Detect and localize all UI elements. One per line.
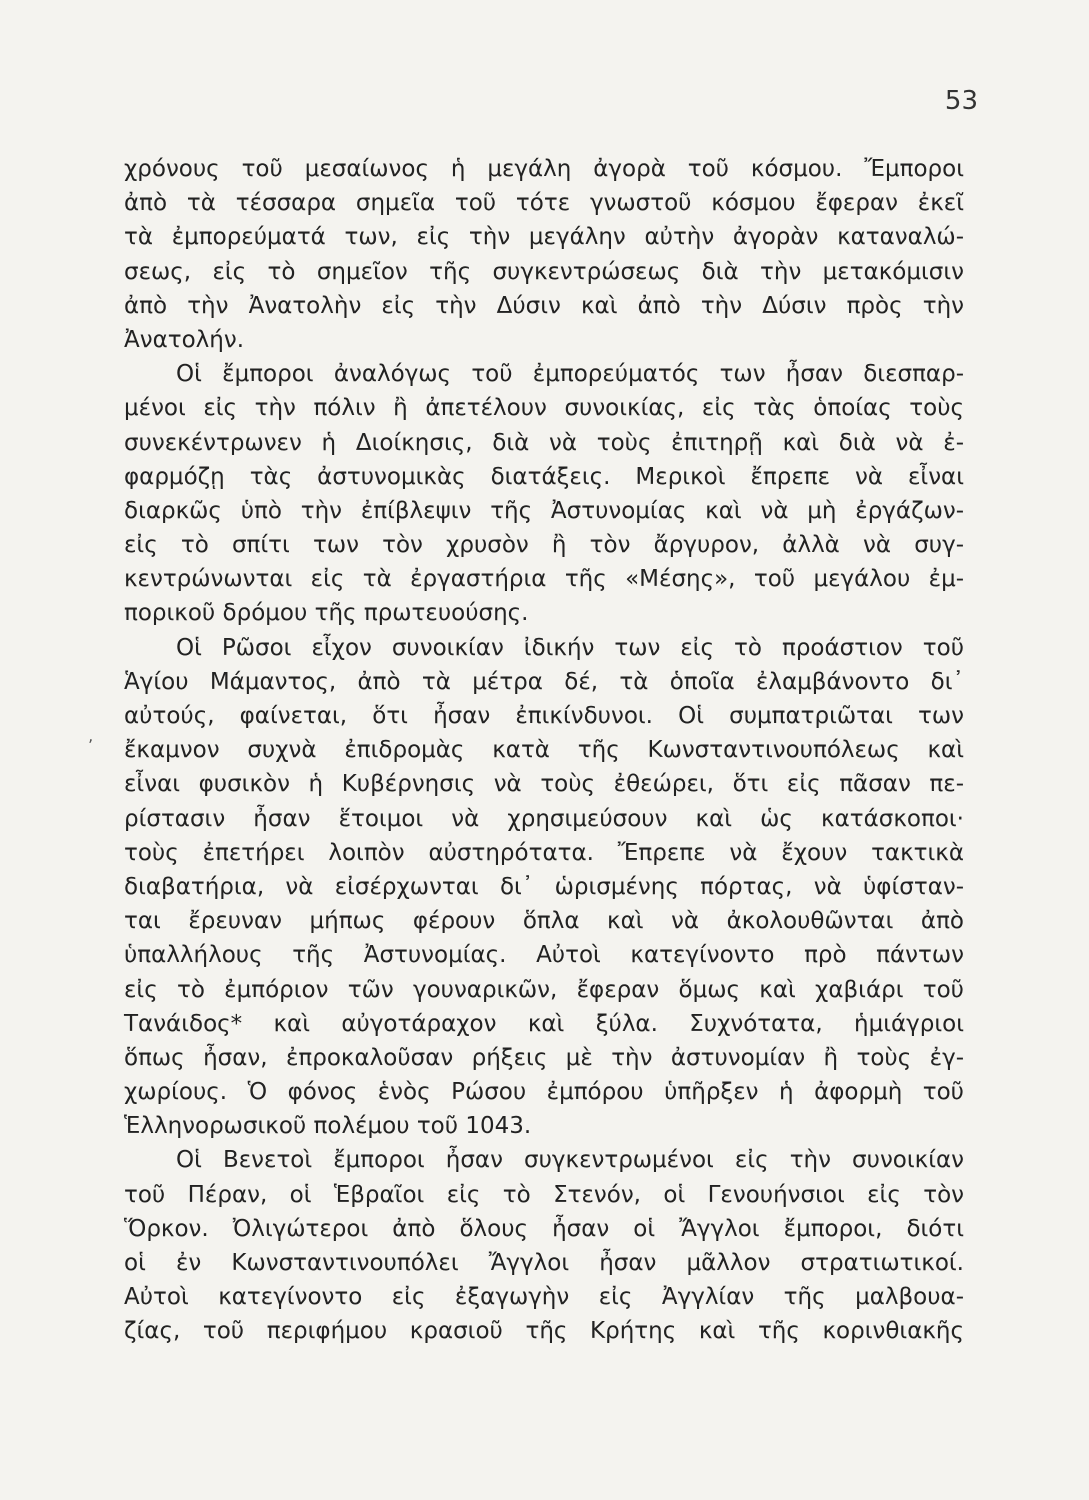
margin-mark: ʼ (88, 736, 94, 755)
text-line: τοὺς ἐπετήρει λοιπὸν αὐστηρότατα. Ἔπρεπε νὰ ἔχουν τακτικὰ (124, 839, 964, 866)
text-line: φαρμόζῃ τὰς ἀστυνομικὰς διατάξεις. Μερικοὶ ἔπρεπε νὰ εἶναι (124, 463, 964, 490)
text-line: εἰς τὸ σπίτι των τὸν χρυσὸν ἢ τὸν ἄργυρον, ἀλλὰ νὰ συγ- (124, 532, 964, 559)
text-line: ται ἔρευναν μήπως φέρουν ὅπλα καὶ νὰ ἀκολουθῶνται ἀπὸ (124, 908, 964, 935)
text-line: ζίας, τοῦ περιφήμου κρασιοῦ τῆς Κρήτης καὶ τῆς κορινθιακῆς (124, 1318, 964, 1345)
text-line: ἔκαμνον συχνὰ ἐπιδρομὰς κατὰ τῆς Κωνσταντινουπόλεως καὶ (124, 737, 964, 764)
text-line: ἀπὸ τὴν Ἀνατολὴν εἰς τὴν Δύσιν καὶ ἀπὸ τὴν Δύσιν πρὸς τὴν (124, 292, 964, 319)
text-line: ὅπως ἦσαν, ἐπροκαλοῦσαν ρήξεις μὲ τὴν ἀστυνομίαν ἢ τοὺς ἐγ- (124, 1044, 964, 1071)
text-line: Αὐτοὶ κατεγίνοντο εἰς ἐξαγωγὴν εἰς Ἀγγλίαν τῆς μαλβουα- (124, 1284, 964, 1311)
text-line: Ἀνατολήν. (124, 326, 245, 353)
text-line: τοῦ Πέραν, οἱ Ἑβραῖοι εἰς τὸ Στενόν, οἱ Γενουήνσιοι εἰς τὸν (124, 1181, 964, 1208)
text-line: εἶναι φυσικὸν ἡ Κυβέρνησις νὰ τοὺς ἐθεώρει, ὅτι εἰς πᾶσαν πε- (124, 771, 964, 798)
text-line: πορικοῦ δρόμου τῆς πρωτευούσης. (124, 600, 529, 627)
text-line: συνεκέντρωνεν ἡ Διοίκησις, διὰ νὰ τοὺς ἐπιτηρῇ καὶ διὰ νὰ ἐ- (124, 429, 964, 456)
paragraph-start-line: Οἱ ἔμποροι ἀναλόγως τοῦ ἐμπορεύματός των ἦσαν διεσπαρ- (176, 361, 964, 388)
text-line: ὑπαλλήλους τῆς Ἀστυνομίας. Αὐτοὶ κατεγίνοντο πρὸ πάντων (124, 942, 964, 969)
text-line: ρίστασιν ἦσαν ἕτοιμοι νὰ χρησιμεύσουν καὶ ὡς κατάσκοποι· (124, 805, 964, 832)
text-line: Ἑλληνορωσικοῦ πολέμου τοῦ 1043. (124, 1113, 532, 1140)
text-line: μένοι εἰς τὴν πόλιν ἢ ἀπετέλουν συνοικίας, εἰς τὰς ὁποίας τοὺς (124, 395, 964, 422)
text-line: Τανάιδος* καὶ αὐγοτάραχον καὶ ξύλα. Συχνότατα, ἡμιάγριοι (124, 1010, 964, 1037)
text-line: Ὅρκον. Ὀλιγώτεροι ἀπὸ ὅλους ἦσαν οἱ Ἄγγλοι ἔμποροι, διότι (124, 1215, 964, 1242)
paragraph-start-line: Οἱ Βενετοὶ ἔμποροι ἦσαν συγκεντρωμένοι εἰς τὴν συνοικίαν (176, 1147, 964, 1174)
text-line: χρόνους τοῦ μεσαίωνος ἡ μεγάλη ἀγορὰ τοῦ κόσμου. Ἔμποροι (124, 156, 964, 182)
text-line: σεως, εἰς τὸ σημεῖον τῆς συγκεντρώσεως διὰ τὴν μετακόμισιν (124, 258, 964, 285)
paragraph-start-line: Οἱ Ρῶσοι εἶχον συνοικίαν ἰδικήν των εἰς τὸ προάστιον τοῦ (176, 634, 964, 661)
text-line: αὐτούς, φαίνεται, ὅτι ἦσαν ἐπικίνδυνοι. Οἱ συμπατριῶται των (124, 703, 964, 729)
text-line: διαβατήρια, νὰ εἰσέρχωνται δι᾽ ὡρισμένης πόρτας, νὰ ὑφίσταν- (124, 873, 964, 900)
text-line: ἀπὸ τὰ τέσσαρα σημεῖα τοῦ τότε γνωστοῦ κόσμου ἔφεραν ἐκεῖ (124, 190, 964, 217)
text-line: εἰς τὸ ἐμπόριον τῶν γουναρικῶν, ἔφεραν ὅμως καὶ χαβιάρι τοῦ (124, 976, 964, 1003)
text-line: διαρκῶς ὑπὸ τὴν ἐπίβλεψιν τῆς Ἀστυνομίας καὶ νὰ μὴ ἐργάζων- (124, 497, 964, 524)
text-line: χωρίους. Ὁ φόνος ἑνὸς Ρώσου ἐμπόρου ὑπῆρξεν ἡ ἀφορμὴ τοῦ (124, 1079, 964, 1106)
text-line: τὰ ἐμπορεύματά των, εἰς τὴν μεγάλην αὐτὴν ἀγορὰν καταναλώ- (124, 224, 964, 251)
text-line: κεντρώνωνται εἰς τὰ ἐργαστήρια τῆς «Μέσης», τοῦ μεγάλου ἐμ- (124, 566, 964, 593)
text-line: οἱ ἐν Κωνσταντινουπόλει Ἄγγλοι ἦσαν μᾶλλον στρατιωτικοί. (124, 1250, 964, 1276)
page-number: 53 (944, 86, 978, 116)
text-line: Ἁγίου Μάμαντος, ἀπὸ τὰ μέτρα δέ, τὰ ὁποῖα ἐλαμβάνοντο δι᾽ (124, 668, 964, 695)
body-text (124, 152, 964, 1349)
